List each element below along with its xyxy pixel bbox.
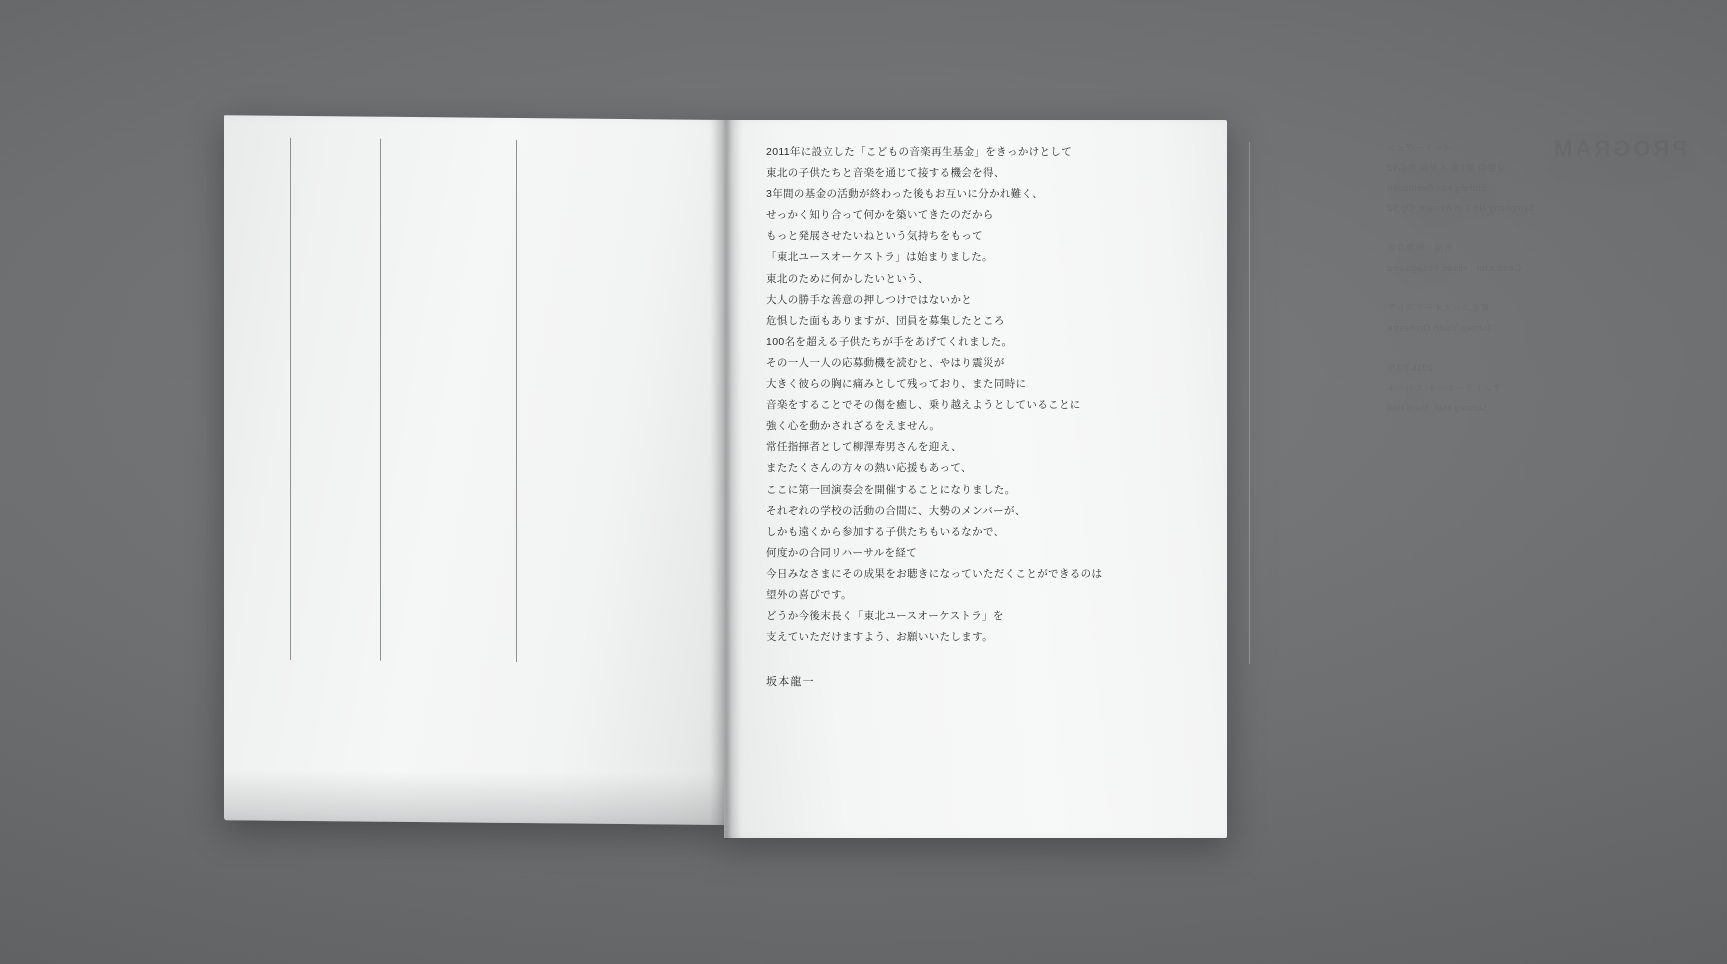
body-line: せっかく知り合って何かを築いてきたのだから (766, 209, 994, 222)
vertical-rule-1 (290, 138, 291, 660)
body-line: またたくさんの方々の熱い応援もあって、 (766, 462, 972, 475)
message-text-block (766, 142, 1186, 693)
vertical-rule-2 (380, 139, 381, 661)
vertical-rule-3 (516, 140, 517, 662)
body-line: 支えていただけますよう、お願いいたします。 (766, 631, 994, 644)
left-page (224, 115, 724, 825)
body-line: 危惧した面もありますが、団員を募集したところ (766, 314, 1005, 327)
body-line: 常任指揮者として柳澤寿男さんを迎え、 (766, 441, 962, 454)
body-line: 「東北ユースオーケストラ」は始まりました。 (766, 251, 993, 264)
body-line: 100名を超える子供たちが手をあげてくれました。 (766, 335, 1013, 348)
body-line: ここに第一回演奏会を開催することになりました。 (766, 483, 1016, 496)
body-line: 望外の喜びです。 (766, 588, 852, 601)
paper-texture-left (224, 115, 724, 825)
body-line: どうか今後末長く「東北ユースオーケストラ」を (766, 610, 1004, 623)
vertical-rule-4 (1249, 142, 1250, 664)
right-page (724, 120, 1227, 838)
body-line: もっと発展させたいねという気持ちをもって (766, 230, 983, 243)
body-line: 強く心を動かされざるをえません。 (766, 420, 941, 433)
body-line: 今日みなさまにその成果をお聴きになっていただくことができるのは (766, 567, 1103, 580)
body-line: 東北のために何かしたいという、 (766, 272, 929, 285)
body-line: 大人の勝手な善意の押しつけではないかと (766, 293, 973, 306)
body-line: その一人一人の応募動機を読むと、やはり震災が (766, 356, 1005, 369)
booklet-spread (224, 120, 1227, 840)
body-line: 何度かの合同リハーサルを経て (766, 546, 918, 559)
body-line: 東北の子供たちと音楽を通じて接する機会を得、 (766, 167, 1005, 180)
body-line: それぞれの学校の活動の合間に、大勢のメンバーが、 (766, 504, 1026, 517)
body-line: 大きく彼らの胸に痛みとして残っており、また同時に (766, 378, 1027, 391)
body-line: 音楽をすることでその傷を癒し、乗り越えようとしていることに (766, 399, 1081, 412)
author-signature: 坂本龍一 (766, 676, 815, 689)
body-line: しかも遠くから参加する子供たちもいるなかで、 (766, 525, 1005, 538)
body-line: 3年間の基金の活動が終わった後もお互いに分かれ難く、 (766, 188, 1044, 201)
body-line: 2011年に設立した「こどもの音楽再生基金」をきっかけとして (766, 146, 1073, 158)
